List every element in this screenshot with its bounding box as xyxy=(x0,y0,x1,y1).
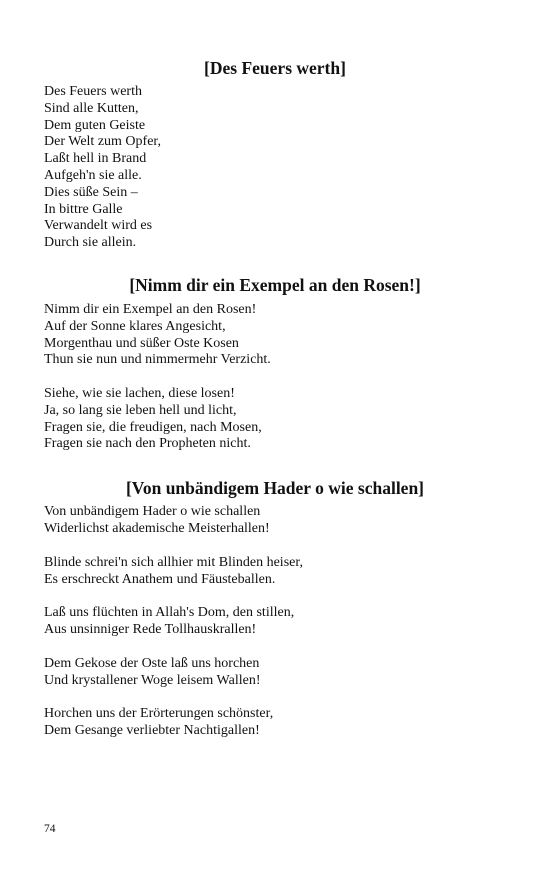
page-number: 74 xyxy=(44,823,56,835)
verse-line: Von unbändigem Hader o wie schallen xyxy=(44,504,261,519)
stanza xyxy=(44,555,303,589)
verse-line: Verwandelt wird es xyxy=(44,218,153,234)
verse-line: Horchen uns der Erörterungen schönster, xyxy=(44,706,274,721)
verse-line: Sind alle Kutten, xyxy=(44,100,139,116)
verse-line: Siehe, wie sie lachen, diese losen! xyxy=(44,386,235,401)
verse-line: Blinde schrei'n sich allhier mit Blinden heiser, xyxy=(44,555,303,570)
verse-line: Widerlichst akademische Meisterhallen! xyxy=(44,520,270,536)
verse-line: Aufgeh'n sie alle. xyxy=(44,167,142,183)
verse-line: Und krystallener Woge leisem Wallen! xyxy=(44,672,261,688)
verse-line: Es erschreckt Anathem und Fäusteballen. xyxy=(44,571,276,587)
verse-line: Aus unsinniger Rede Tollhauskrallen! xyxy=(44,621,257,637)
verse-line: Dem Gekose der Oste laß uns horchen xyxy=(44,656,260,671)
stanza xyxy=(44,302,271,369)
verse-line: Ja, so lang sie leben hell und licht, xyxy=(44,402,237,418)
poem-title: [Von unbändigem Hader o wie schallen] xyxy=(125,478,425,498)
poem-title: [Des Feuers werth] xyxy=(204,58,346,78)
stanza xyxy=(44,386,262,453)
verse-line: Der Welt zum Opfer, xyxy=(44,134,162,150)
verse-line: Laß uns flüchten in Allah's Dom, den stillen, xyxy=(44,605,295,620)
verse-line: Fragen sie, die freudigen, nach Mosen, xyxy=(44,419,262,435)
verse-line: Thun sie nun und nimmermehr Verzicht. xyxy=(44,352,271,368)
verse-line: Fragen sie nach den Propheten nicht. xyxy=(44,436,251,452)
verse-line: Dies süße Sein – xyxy=(44,184,138,200)
verse-line: Dem guten Geiste xyxy=(44,117,146,133)
stanza xyxy=(44,656,261,690)
verse-line: Auf der Sonne klares Angesicht, xyxy=(44,318,226,334)
stanza xyxy=(44,706,273,740)
stanza xyxy=(44,504,270,538)
stanza xyxy=(44,605,294,639)
poem-title: [Nimm dir ein Exempel an den Rosen!] xyxy=(129,275,421,295)
verse-line: Laßt hell in Brand xyxy=(44,151,147,167)
verse-line: Morgenthau und süßer Oste Kosen xyxy=(44,335,239,351)
stanza xyxy=(44,84,161,252)
verse-line: In bittre Galle xyxy=(44,201,123,217)
verse-line: Nimm dir ein Exempel an den Rosen! xyxy=(44,302,257,317)
verse-line: Durch sie allein. xyxy=(44,235,137,251)
verse-line: Dem Gesange verliebter Nachtigallen! xyxy=(44,722,260,738)
verse-line: Des Feuers werth xyxy=(44,84,142,99)
